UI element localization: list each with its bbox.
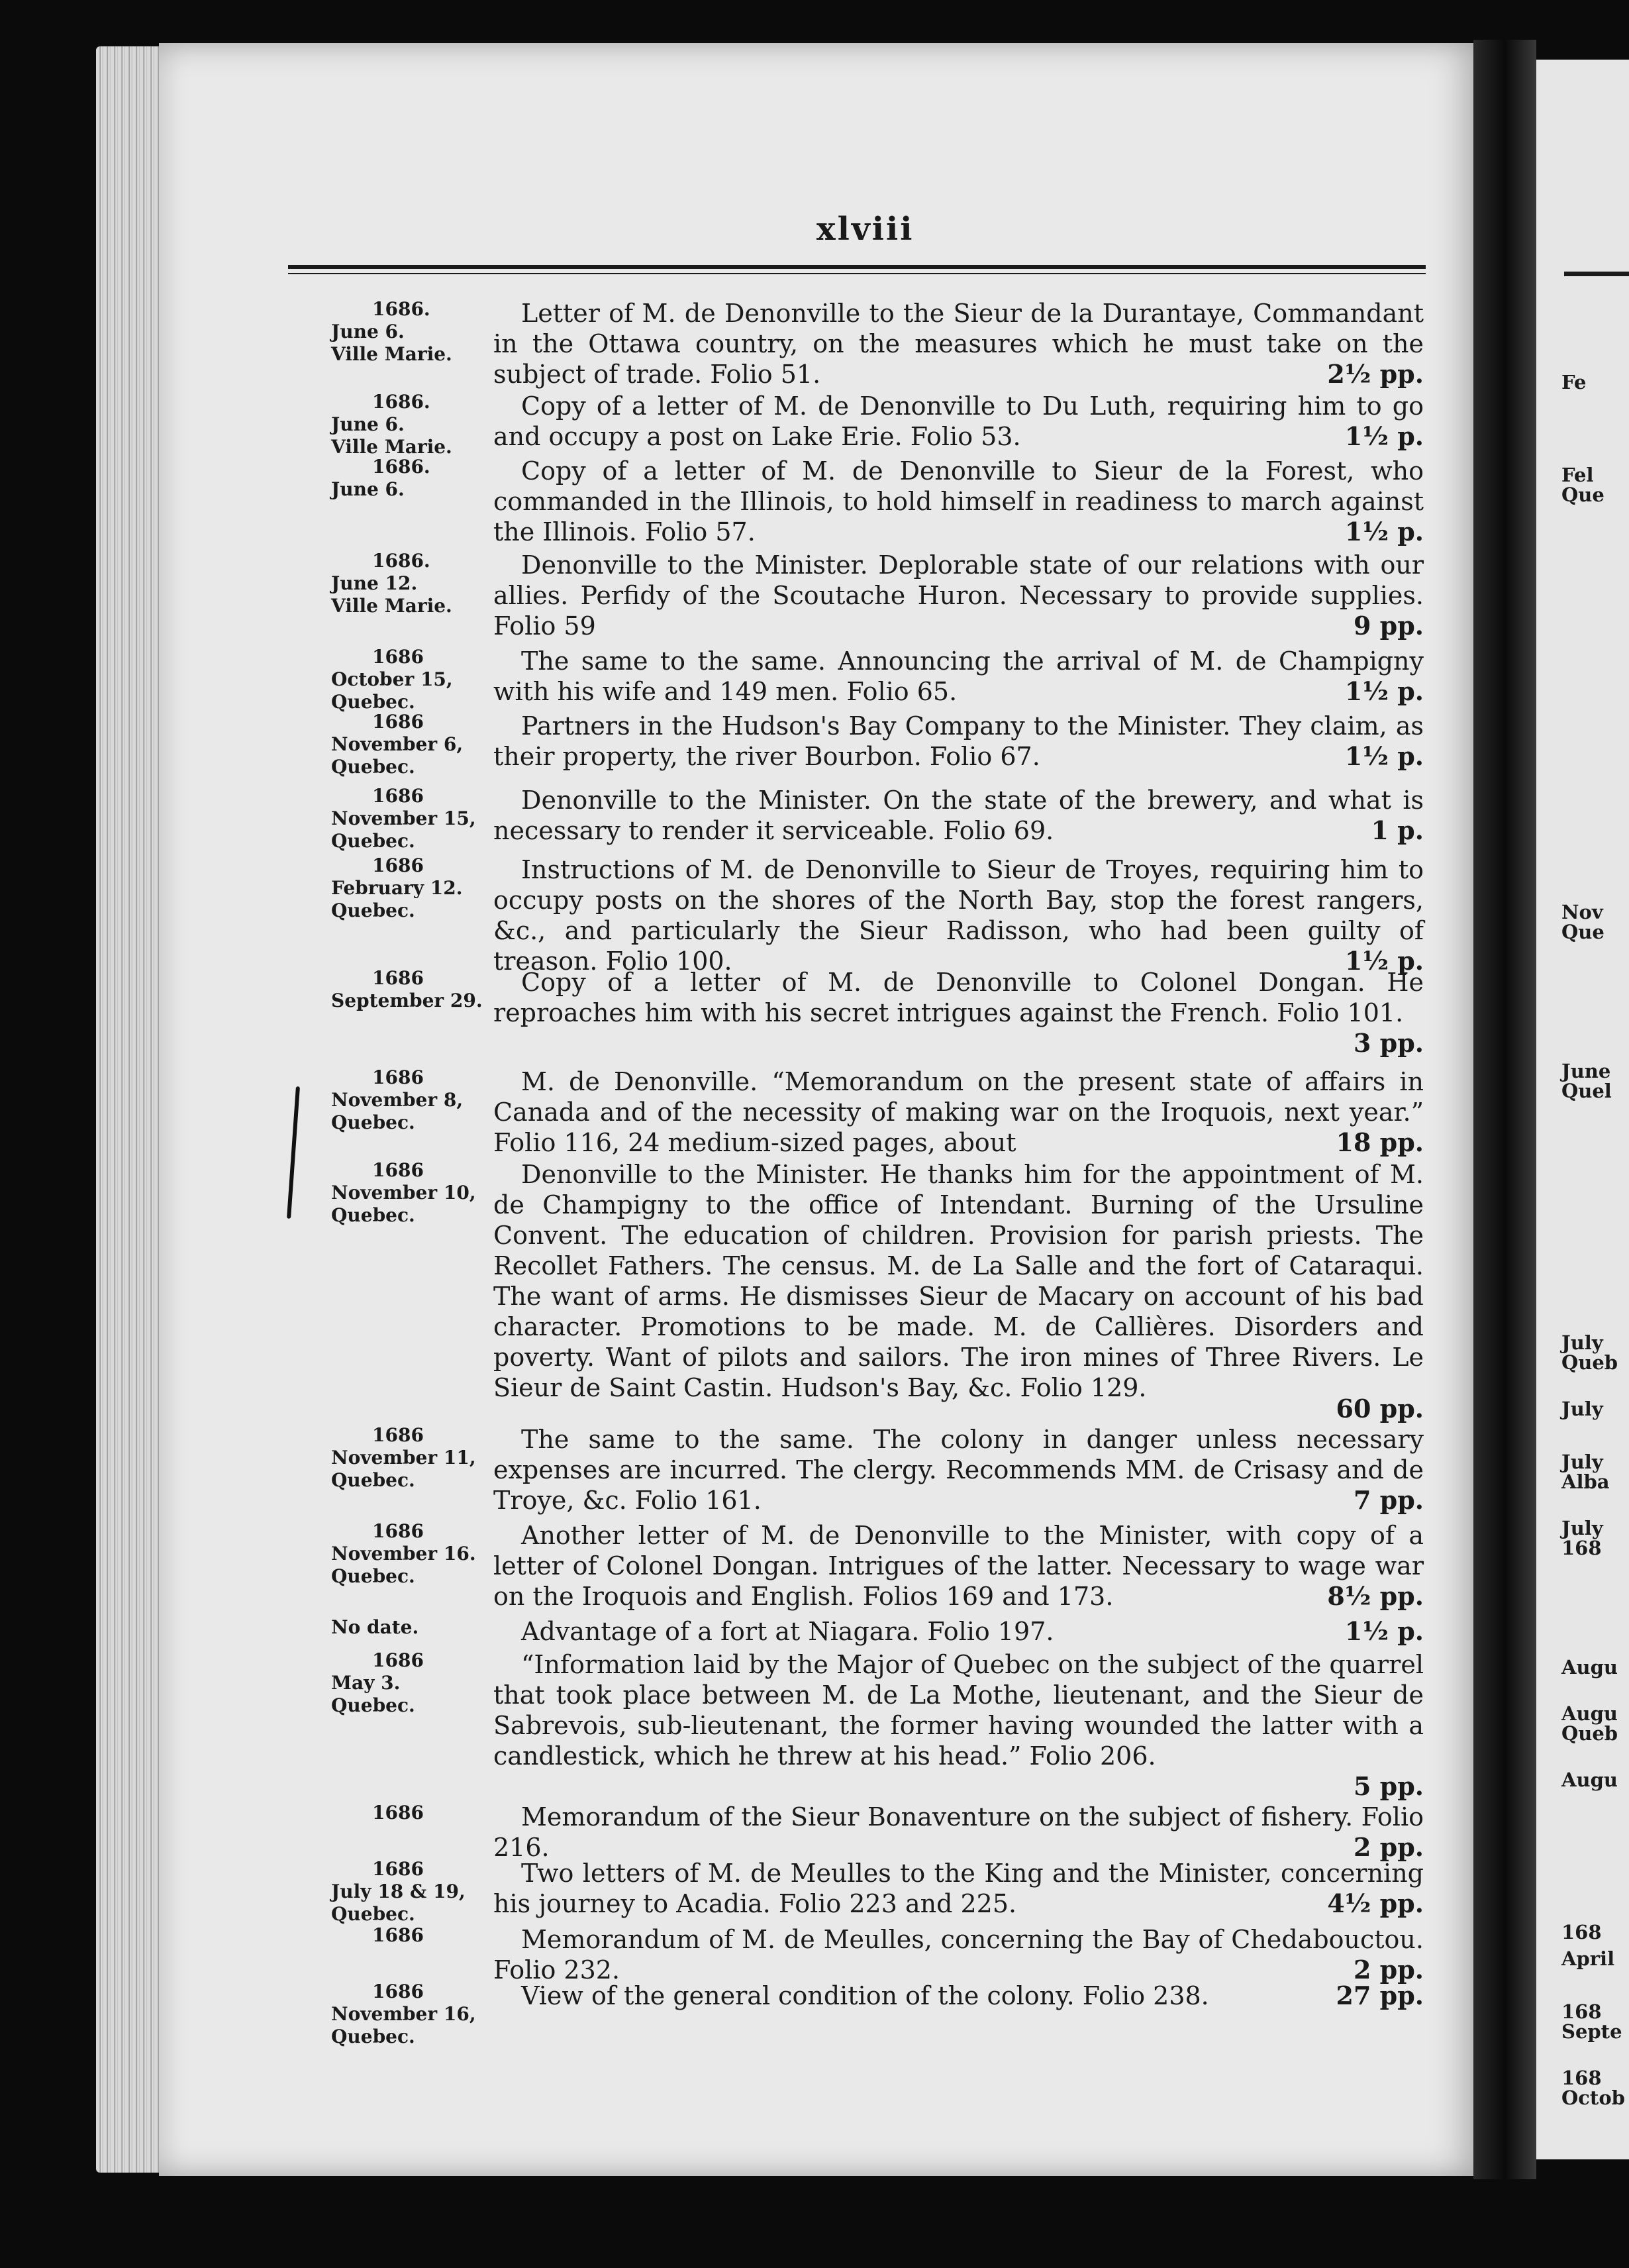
page-count: 1½ p. [1344, 741, 1424, 771]
margin-line: 1686 [372, 967, 424, 989]
next-page-fragment: April [1561, 1947, 1615, 1970]
margin-line: October 15, [331, 668, 453, 690]
entry-description: Denonville to the Minister. On the state of the brewery, and what is necessary to render it serviceable. Folio 69. [493, 786, 1424, 845]
page-number: xlviii [816, 211, 914, 248]
page-count: 1½ p. [1344, 517, 1424, 546]
margin-line: 1686 [372, 1924, 424, 1946]
entry-description: Memorandum of the Sieur Bonaventure on the subject of fishery. Folio 216. [493, 1802, 1424, 1862]
margin-line: November 16, [331, 2003, 476, 2025]
margin-line: Quebec. [331, 900, 415, 921]
margin-date [331, 1981, 490, 2048]
entry-description: Memorandum of M. de Meulles, concerning the Bay of Chedabouctou. Folio 232. [493, 1925, 1424, 1984]
entry-text [493, 785, 1424, 846]
page-count: 1½ p. [1344, 421, 1424, 451]
page-count: 4½ pp. [1327, 1888, 1424, 1918]
margin-line: Ville Marie. [331, 436, 452, 458]
entry-text [493, 1520, 1424, 1612]
entry-text [493, 1066, 1424, 1158]
page-count: 3 pp. [1353, 1028, 1424, 1058]
margin-line: 1686 [372, 711, 424, 733]
page-count: 1½ p. [1344, 676, 1424, 706]
entry-description: Denonville to the Minister. Deplorable state of our relations with our allies. Perfidy of the Scoutache Huron. Necessary to provide supplies. Folio 59 [493, 550, 1424, 641]
margin-date [331, 391, 490, 458]
page-count: 1 p. [1371, 815, 1424, 845]
margin-date [331, 967, 490, 1012]
entry-description: Instructions of M. de Denonville to Sieur de Troyes, requiring him to occupy posts on the shores of the North Bay, stop the forest rangers, &c., and particularly the Sieur Radisson, who had been guilty of treason. Folio 100. [493, 855, 1424, 976]
margin-line: November 16. [331, 1543, 476, 1565]
entry-description: Advantage of a fort at Niagara. Folio 197. [521, 1617, 1054, 1646]
margin-line: 1686 [372, 1424, 424, 1446]
next-page-fragment: Octob [1561, 2087, 1625, 2109]
next-page-fragment: 168 [1561, 2000, 1602, 2023]
page-count: 5 pp. [1353, 1771, 1424, 1801]
book-page-edges [96, 46, 159, 2173]
margin-line: 1686 [372, 854, 424, 876]
next-page-fragment: June [1561, 1060, 1611, 1082]
next-page-rule [1564, 272, 1629, 276]
entry-text [493, 391, 1424, 452]
margin-line: Quebec. [331, 830, 415, 852]
margin-line: Ville Marie. [331, 343, 452, 365]
entry-description: Denonville to the Minister. He thanks him for the appointment of M. de Champigny to the office of Intendant. Burning of the Ursuline Convent. The education of children. Provision for parish priests. The Recollet Fathers. The census. M. de La Salle and the fort of Cataraqui. The want of arms. He dismisses Sieur de Macary on account of his bad character. Promotions to be made. M. de Callières. Disorders and poverty. Want of pilots and sailors. The iron mines of Three Rivers. Le Sieur de Saint Castin. Hudson's Bay, &c. Folio 129. [493, 1160, 1424, 1402]
margin-line: 1686 [372, 646, 424, 668]
page-count: 2½ pp. [1327, 359, 1424, 389]
entry-text [493, 967, 1424, 1058]
margin-date [331, 550, 490, 617]
page-count: 1½ p. [1344, 1616, 1424, 1646]
entry-description: The same to the same. Announcing the arrival of M. de Champigny with his wife and 149 men. Folio 65. [493, 646, 1424, 706]
margin-line: 1686 [372, 785, 424, 807]
margin-line: Quebec. [331, 756, 415, 778]
margin-line: September 29. [331, 990, 483, 1011]
entry-description: The same to the same. The colony in danger unless necessary expenses are incurred. The clergy. Recommends MM. de Crisasy and de Troye, &c. Folio 161. [493, 1425, 1424, 1515]
entry-description: Partners in the Hudson's Bay Company to the Minister. They claim, as their property, the river Bourbon. Folio 67. [493, 711, 1424, 771]
margin-line: November 8, [331, 1089, 464, 1111]
entry-description: Copy of a letter of M. de Denonville to Sieur de la Forest, who commanded in the Illinois, to hold himself in readiness to march against the Illinois. Folio 57. [493, 456, 1424, 546]
entry-text [493, 1424, 1424, 1516]
page-count: 18 pp. [1336, 1127, 1424, 1157]
margin-line: 1686 [372, 1802, 424, 1824]
margin-date [331, 1520, 490, 1588]
entry-text [493, 550, 1424, 641]
next-page-fragment: Augu [1561, 1769, 1618, 1791]
next-page-fragment: July [1561, 1331, 1603, 1354]
margin-date [331, 1159, 490, 1227]
margin-line: Quebec. [331, 1111, 415, 1133]
entry-description: M. de Denonville. “Memorandum on the present state of affairs in Canada and of the necessity of making war on the Iroquois, next year.” Folio 116, 24 medium-sized pages, about [493, 1067, 1424, 1157]
margin-date [331, 1802, 490, 1824]
margin-date [331, 1649, 490, 1717]
entry-description: Copy of a letter of M. de Denonville to Du Luth, requiring him to go and occupy a post on Lake Erie. Folio 53. [493, 391, 1424, 451]
entry-description: Two letters of M. de Meulles to the King and the Minister, concerning his journey to Acadia. Folio 223 and 225. [493, 1859, 1424, 1918]
next-page-fragment: Fe [1561, 371, 1587, 393]
entry-text [493, 298, 1424, 389]
entry-text [493, 1981, 1424, 2011]
margin-line: Quebec. [331, 1565, 415, 1587]
margin-line: November 10, [331, 1182, 476, 1204]
entry-description: View of the general condition of the colony. Folio 238. [521, 1981, 1209, 2010]
margin-date [331, 711, 490, 778]
page-count: 9 pp. [1353, 611, 1424, 641]
margin-line: 1686 [372, 1858, 424, 1880]
entry-text [493, 1924, 1424, 1985]
header-rule-thick [288, 265, 1426, 269]
next-page-fragment: Fel [1561, 464, 1594, 486]
margin-line: Quebec. [331, 1903, 415, 1925]
margin-line: 1686 [372, 1159, 424, 1181]
margin-date [331, 456, 490, 501]
entry-text [493, 1649, 1424, 1802]
margin-line: Ville Marie. [331, 595, 452, 617]
margin-line: Quebec. [331, 1694, 415, 1716]
margin-line: 1686 [372, 1066, 424, 1088]
page-count: 2 pp. [1353, 1832, 1424, 1862]
next-page-fragment: Queb [1561, 1351, 1618, 1374]
margin-line: 1686. [372, 391, 430, 413]
next-page-fragment: Nov [1561, 901, 1603, 923]
next-page-fragment: Queb [1561, 1722, 1618, 1745]
next-page-fragment: July [1561, 1398, 1603, 1420]
margin-date [331, 854, 490, 922]
next-page-fragment: Septe [1561, 2020, 1622, 2043]
margin-line: June 12. [331, 572, 418, 594]
margin-line: 1686 [372, 1649, 424, 1671]
header-rule-thin [288, 273, 1426, 274]
margin-date [331, 1424, 490, 1492]
margin-line: February 12. [331, 877, 463, 899]
next-page-edge [1536, 60, 1629, 2159]
margin-date [331, 1858, 490, 1926]
margin-line: Quebec. [331, 1469, 415, 1491]
entry-text [493, 1159, 1424, 1424]
margin-line: Quebec. [331, 1204, 415, 1226]
margin-line: Quebec. [331, 691, 415, 713]
margin-date [331, 1924, 490, 1947]
next-page-fragment: July [1561, 1451, 1603, 1473]
entry-description: Letter of M. de Denonville to the Sieur de la Durantaye, Commandant in the Ottawa country, on the measures which he must take on the subject of trade. Folio 51. [493, 299, 1424, 389]
margin-line: 1686. [372, 456, 430, 478]
margin-line: 1686. [372, 550, 430, 572]
next-page-fragment: Augu [1561, 1702, 1618, 1725]
page-count: 60 pp. [1336, 1394, 1424, 1423]
entry-text [493, 646, 1424, 707]
next-page-fragment: July [1561, 1517, 1603, 1539]
margin-line: No date. [331, 1616, 419, 1638]
next-page-fragment: Augu [1561, 1656, 1618, 1678]
margin-line: May 3. [331, 1672, 401, 1694]
next-page-fragment: Quel [1561, 1080, 1612, 1102]
margin-line: June 6. [331, 478, 405, 500]
entry-text [493, 1858, 1424, 1919]
page-count: 8½ pp. [1327, 1581, 1424, 1611]
margin-date [331, 785, 490, 852]
entry-text [493, 1616, 1424, 1647]
book-gutter [1473, 40, 1536, 2179]
entry-text [493, 456, 1424, 547]
next-page-fragment: 168 [1561, 2067, 1602, 2089]
next-page-fragment: Que [1561, 484, 1604, 506]
page-count: 27 pp. [1336, 1981, 1424, 2010]
entry-description: Copy of a letter of M. de Denonville to Colonel Dongan. He reproaches him with his secret intrigues against the French. Folio 101. [493, 968, 1424, 1027]
page-count: 1½ p. [1344, 946, 1424, 976]
next-page-fragment: 168 [1561, 1921, 1602, 1943]
margin-line: July 18 & 19, [331, 1881, 466, 1902]
entry-description: “Information laid by the Major of Quebec on the subject of the quarrel that took place between M. de La Mothe, lieutenant, and the Sieur de Sabrevois, sub-lieutenant, the former having wounded the latter with a candlestick, which he threw at his head.” Folio 206. [493, 1650, 1424, 1771]
margin-line: Quebec. [331, 2026, 415, 2047]
margin-date [331, 646, 490, 713]
entry-description: Another letter of M. de Denonville to the Minister, with copy of a letter of Colonel Dongan. Intrigues of the latter. Necessary to wage war on the Iroquois and English. Folios 169 and 173. [493, 1521, 1424, 1611]
margin-line: November 6, [331, 733, 464, 755]
margin-line: 1686 [372, 1520, 424, 1542]
next-page-fragment: Alba [1561, 1470, 1610, 1493]
margin-line: 1686. [372, 298, 430, 320]
margin-line: November 15, [331, 807, 476, 829]
margin-line: June 6. [331, 321, 405, 342]
margin-line: November 11, [331, 1447, 476, 1469]
entry-text [493, 1802, 1424, 1863]
margin-line: June 6. [331, 413, 405, 435]
margin-date [331, 298, 490, 366]
page-count: 2 pp. [1353, 1955, 1424, 1984]
entry-text [493, 854, 1424, 976]
margin-date [331, 1616, 490, 1639]
entry-text [493, 711, 1424, 772]
next-page-fragment: Que [1561, 921, 1604, 943]
next-page-fragment: 168 [1561, 1537, 1602, 1559]
page-count: 7 pp. [1353, 1485, 1424, 1515]
margin-date [331, 1066, 490, 1134]
margin-line: 1686 [372, 1981, 424, 2002]
